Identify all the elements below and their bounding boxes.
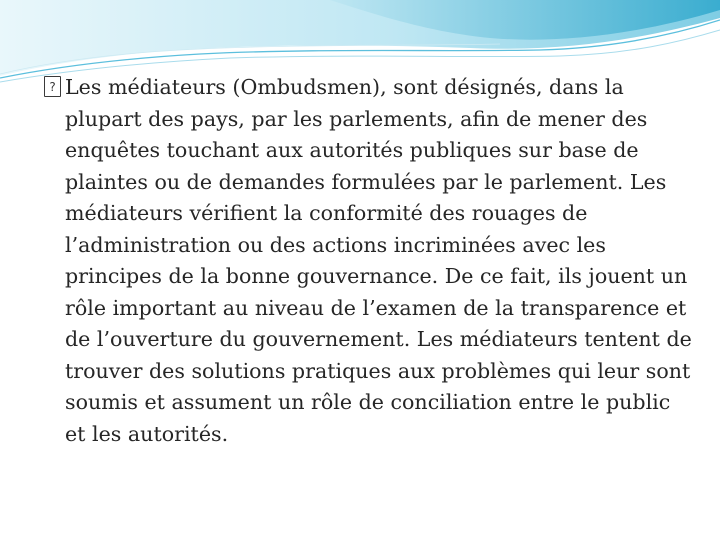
slide-body: [44, 72, 694, 450]
missing-glyph-icon: [44, 76, 61, 97]
bullet-mark: ?: [49, 79, 56, 94]
body-paragraph: [44, 72, 694, 450]
paragraph-text: Les médiateurs (Ombudsmen), sont désignés, dans la plupart des pays, par les parlements, afin de mener des enquêtes touchant aux autorités publiques sur base de plaintes ou de demandes formulées par le parlement. Les médiateurs vérifient la conformité des rouages de l’administration ou des actions incriminées avec les principes de la bonne gouvernance. De ce fait, ils jouent un rôle important au niveau de l’examen de la transparence et de l’ouverture du gouvernement. Les médiateurs tentent de trouver des solutions pratiques aux problèmes qui leur sont soumis et assument un rôle de conciliation entre le public et les autorités.: [65, 75, 692, 446]
